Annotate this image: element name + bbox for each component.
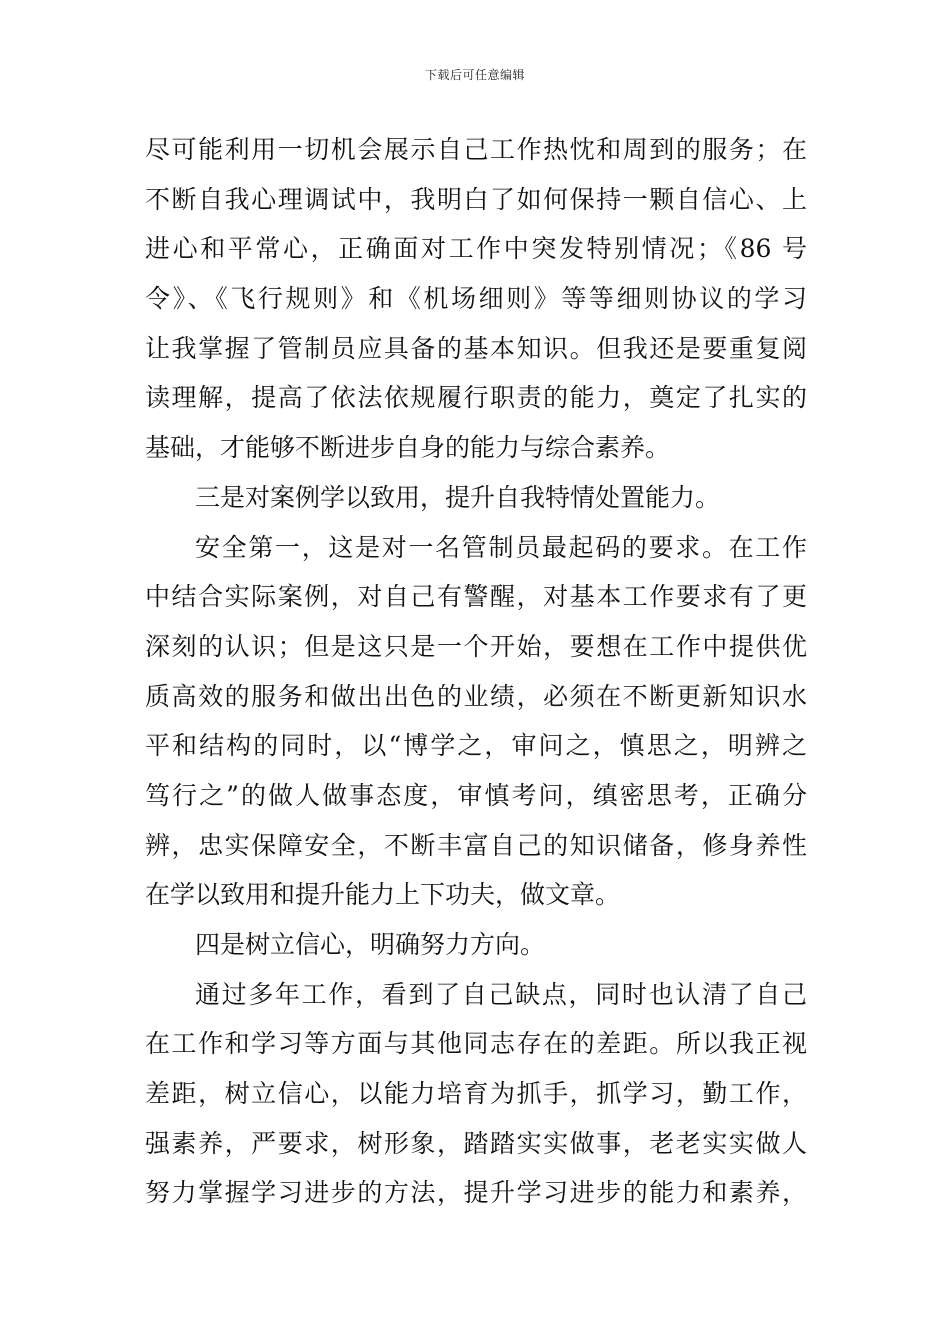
text-line: 笃行之”的做人做事态度，审慎考问，缜密思考，正确分 bbox=[145, 780, 807, 810]
section-heading: 四是树立信心，明确努力方向。 bbox=[195, 930, 546, 959]
text-line: 深刻的认识；但是这只是一个开始，要想在工作中提供优 bbox=[145, 631, 807, 661]
text-line: 通过多年工作，看到了自己缺点，同时也认清了自己 bbox=[195, 979, 807, 1009]
text-line: 平和结构的同时，以“博学之，审问之，慎思之，明辨之 bbox=[145, 731, 807, 761]
text-line: 努力掌握学习进步的方法，提升学习进步的能力和素养， bbox=[145, 1178, 807, 1208]
text-line: 让我掌握了管制员应具备的基本知识。但我还是要重复阅 bbox=[145, 333, 807, 363]
text-line: 在工作和学习等方面与其他同志存在的差距。所以我正视 bbox=[145, 1029, 807, 1059]
text-line: 在学以致用和提升能力上下功夫，做文章。 bbox=[145, 880, 621, 910]
text-line: 进心和平常心，正确面对工作中突发特别情况；《86 号 bbox=[145, 234, 807, 264]
section-heading: 三是对案例学以致用，提升自我特情处置能力。 bbox=[195, 482, 721, 512]
text-line: 尽可能利用一切机会展示自己工作热忱和周到的服务；在 bbox=[145, 135, 807, 164]
text-line: 不断自我心理调试中，我明白了如何保持一颗自信心、上 bbox=[145, 184, 807, 214]
text-line: 中结合实际案例，对自己有警醒，对基本工作要求有了更 bbox=[145, 582, 807, 612]
text-line: 辨，忠实保障安全，不断丰富自己的知识储备，修身养性 bbox=[145, 830, 807, 860]
text-line: 安全第一，这是对一名管制员最起码的要求。在工作 bbox=[195, 532, 807, 562]
text-line: 读理解，提高了依法依规履行职责的能力，奠定了扎实的 bbox=[145, 383, 807, 413]
page-header: 下载后可任意编辑 bbox=[424, 68, 525, 82]
text-line: 质高效的服务和做出出色的业绩，必须在不断更新知识水 bbox=[145, 681, 807, 711]
text-line: 强素养，严要求，树形象，踏踏实实做事，老老实实做人 bbox=[145, 1128, 807, 1158]
body-text bbox=[145, 125, 807, 1218]
text-line: 基础，才能够不断进步自身的能力与综合素养。 bbox=[145, 433, 671, 463]
text-line: 差距，树立信心，以能力培育为抓手，抓学习，勤工作， bbox=[145, 1079, 807, 1109]
text-line: 令》、《飞行规则》和《机场细则》等等细则协议的学习 bbox=[145, 284, 807, 314]
